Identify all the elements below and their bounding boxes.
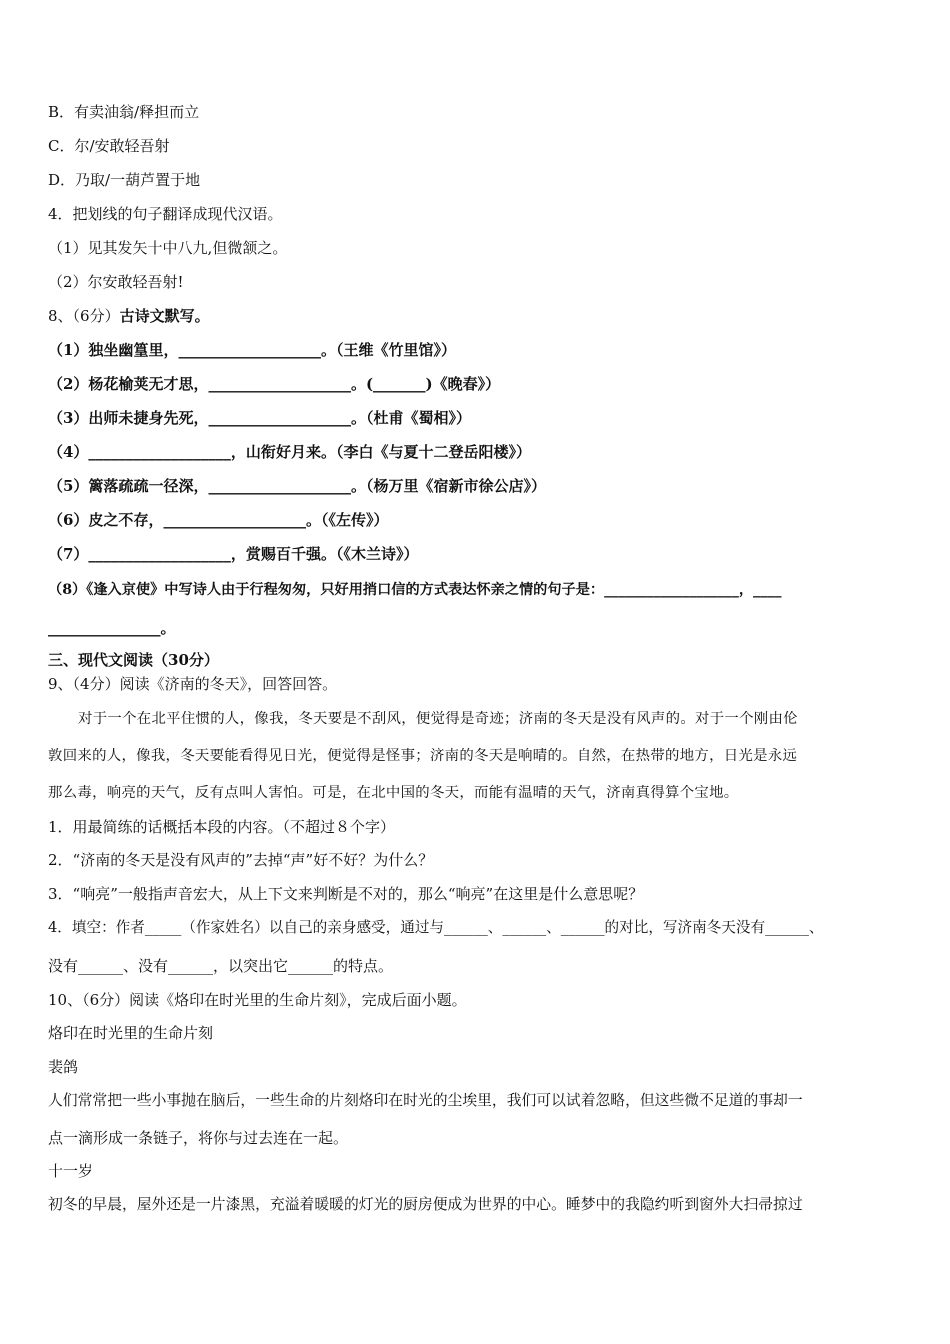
q8-line-1: （1）独坐幽篁里，___________________。（王维《竹里馆》） [48, 341, 456, 359]
q9-passage-line-3: 那么毒，响亮的天气，反有点叫人害怕。可是，在北中国的冬天，而能有温晴的天气，济南真得算个宝地。 [48, 785, 739, 801]
q8-line-5: （5）篱落疏疏一径深，___________________。（杨万里《宿新市徐公店》） [48, 477, 546, 495]
q4-title: 4．把划线的句子翻译成现代汉语。 [48, 205, 283, 223]
q8-line-8-cont: _______________。 [48, 619, 176, 637]
q8-heading-bold: 古诗文默写。 [119, 307, 210, 325]
option-b: B．有卖油翁/释担而立 [48, 103, 200, 121]
q10-paragraph-1-line-1: 人们常常把一些小事抛在脑后，一些生命的片刻烙印在时光的尘埃里，我们可以试着忽略，但这些微不足道的事却一 [48, 1092, 803, 1109]
option-d: D．乃取/一葫芦置于地 [48, 171, 201, 189]
q8-line-6: （6）皮之不存，___________________。（《左传》） [48, 511, 389, 529]
q10-article-title: 烙印在时光里的生命片刻 [48, 1024, 214, 1042]
q8-line-8: （8）《逢入京使》中写诗人由于行程匆匆，只好用捎口信的方式表达怀亲之情的句子是：___________________，____ [48, 582, 782, 598]
q4-item-1: （1）见其发矢十中八九,但微颔之。 [48, 239, 288, 257]
q8-line-4: （4）___________________，山衔好月来。（李白《与夏十二登岳阳楼》） [48, 443, 531, 461]
section-3-title: 三、现代文阅读（30分） [48, 651, 219, 669]
option-c: C．尔/安敢轻吾射 [48, 137, 170, 155]
q9-heading: 9、（4分）阅读《济南的冬天》，回答回答。 [48, 675, 338, 693]
q10-author: 裴鸽 [48, 1058, 79, 1076]
q10-subheading: 十一岁 [48, 1162, 94, 1180]
q8-line-3: （3）出师未捷身先死，___________________。（杜甫《蜀相》） [48, 409, 471, 427]
q10-paragraph-1-line-2: 点一滴形成一条链子，将你与过去连在一起。 [48, 1129, 349, 1147]
q9-question-3: 3．“响亮”一般指声音宏大，从上下文来判断是不对的，那么“响亮”在这里是什么意思呢？ [48, 885, 644, 903]
q8-line-7: （7）___________________，赏赐百千强。（《木兰诗》） [48, 545, 419, 563]
q9-question-4: 4．填空：作者_____（作家姓名）以自己的亲身感受，通过与______、______、______的对比，写济南冬天没有______、 [48, 919, 824, 936]
q10-heading: 10、（6分）阅读《烙印在时光里的生命片刻》，完成后面小题。 [48, 991, 467, 1009]
q8-heading-prefix: 8、（6分） [48, 307, 120, 325]
q9-question-1: 1．用最简练的话概括本段的内容。（不超过８个字） [48, 818, 396, 836]
q9-passage-line-1: 对于一个在北平住惯的人，像我，冬天要是不刮风，便觉得是奇迹；济南的冬天是没有风声的。对于一个刚由伦 [78, 711, 798, 727]
q9-question-2: 2．“济南的冬天是没有风声的”去掉“声”好不好？为什么？ [48, 851, 434, 869]
q9-passage-line-2: 敦回来的人，像我，冬天要能看得见日光，便觉得是怪事；济南的冬天是响晴的。自然，在热带的地方，日光是永远 [48, 748, 798, 764]
q8-heading [48, 306, 210, 326]
q8-line-2: （2）杨花榆荚无才思，___________________。(_______)《晚春》） [48, 375, 501, 393]
q4-item-2: （2）尔安敢轻吾射! [48, 273, 184, 291]
q9-question-4-cont: 没有______、没有______，以突出它______的特点。 [48, 957, 394, 975]
q10-paragraph-2: 初冬的早晨，屋外还是一片漆黑，充溢着暖暖的灯光的厨房便成为世界的中心。睡梦中的我隐约听到窗外大扫帚掠过 [48, 1196, 803, 1213]
